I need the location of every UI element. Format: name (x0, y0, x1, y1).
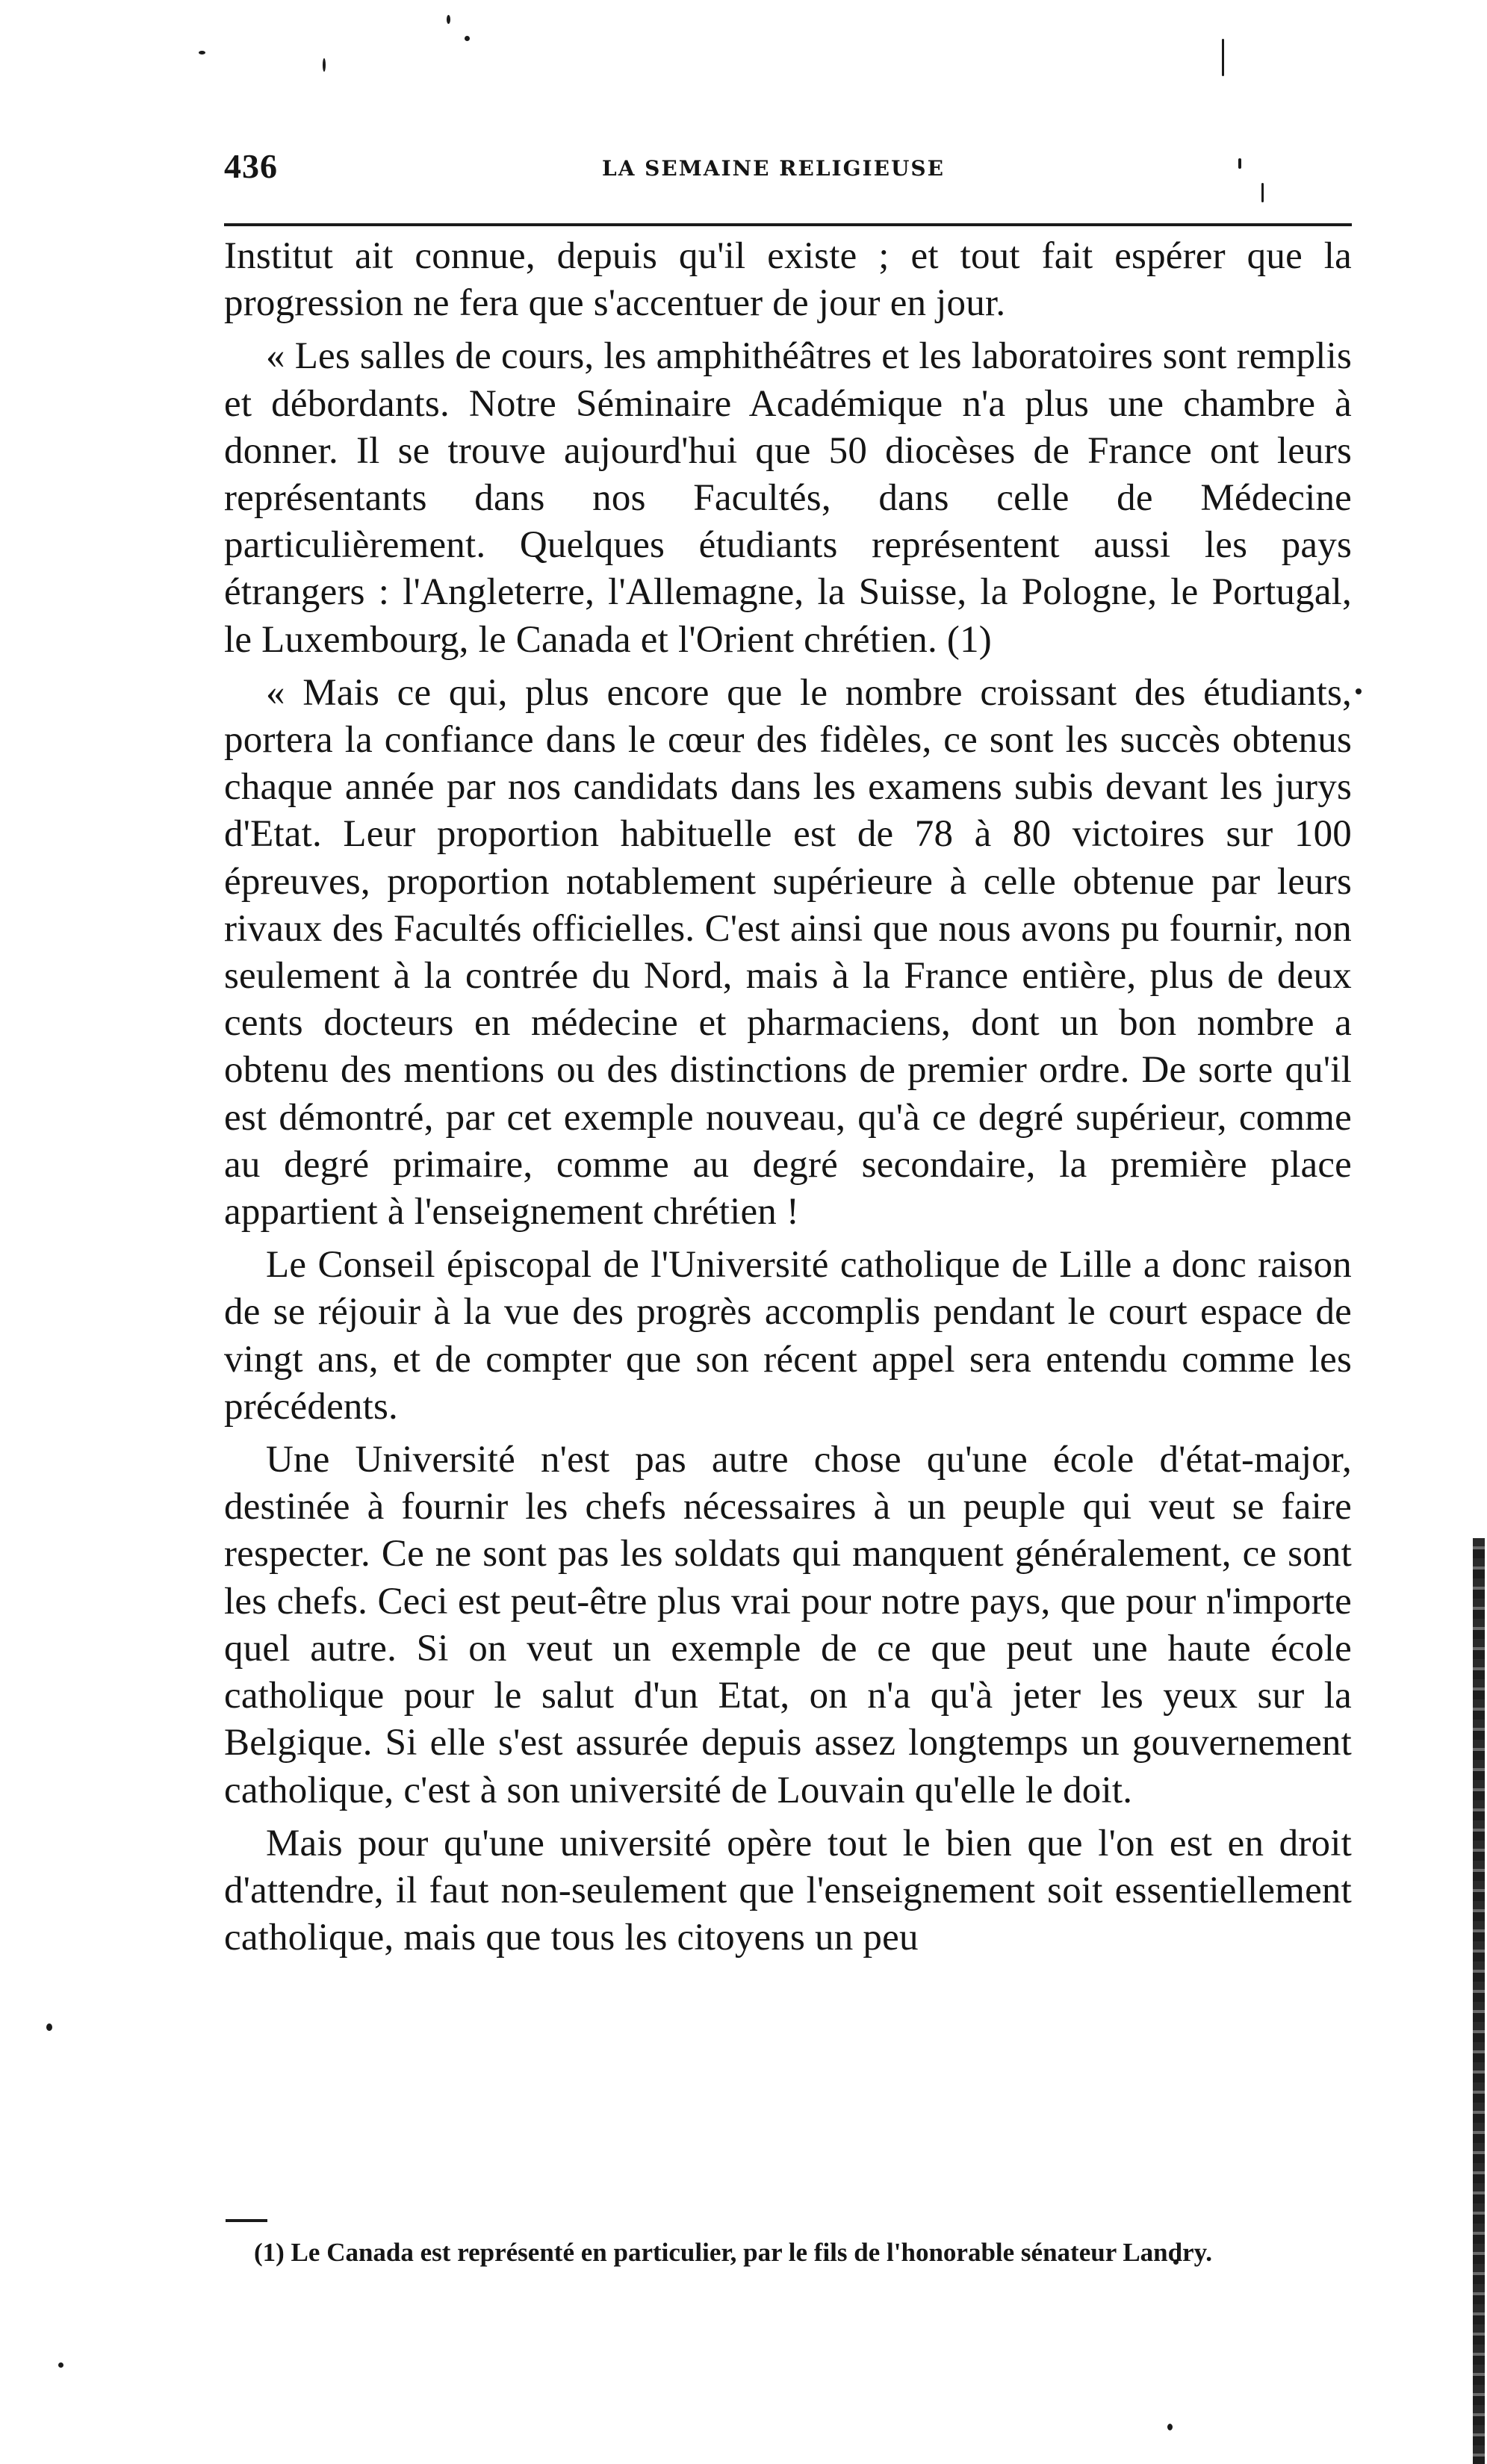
footnote-text: (1) Le Canada est représenté en particulier, par le fils de l'honorable sénateur Landry. (254, 2238, 1212, 2267)
running-header (224, 146, 1352, 199)
header-rule (224, 223, 1352, 226)
scan-speck (199, 51, 205, 55)
scan-speck (465, 36, 470, 41)
scan-speck (1167, 2424, 1173, 2430)
running-title: LA SEMAINE RELIGIEUSE (602, 156, 945, 181)
paragraph: Une Université n'est pas autre chose qu'une école d'état-major, destinée à fournir les chefs nécessaires à un peuple qui veut se faire respecter. Ce ne sont pas les soldats qui manquent généralement, ce sont les chefs. Ceci est peut-être plus vrai pour notre pays, que pour n'importe quel autre. Si on veut un exemple de ce que peut une haute école catholique pour le salut d'un Etat, on n'a qu'à jeter les yeux sur la Belgique. Si elle s'est assurée depuis assez longtemps un gouvernement catholique, c'est à son université de Louvain qu'elle le doit. (224, 1439, 1352, 1811)
scan-speck (447, 15, 450, 24)
body-text (224, 233, 1352, 1961)
scan-speck (1356, 688, 1362, 694)
footnote-rule (226, 2219, 267, 2222)
scan-speck (58, 2362, 63, 2368)
paragraph: Institut ait connue, depuis qu'il existe ; et tout fait espérer que la progression ne fera que s'accentuer de jour en jour. (224, 235, 1352, 325)
scan-speck (1222, 39, 1224, 76)
scan-speck (46, 2023, 52, 2031)
footnote (224, 2234, 1352, 2271)
paragraph: « Les salles de cours, les amphithéâtres et les laboratoires sont remplis et débordants. Notre Séminaire Académique n'a plus une chambre à donner. Il se trouve aujourd'hui que 50 diocèses de France ont leurs représentants dans nos Facultés, dans celle de Médecine particulièrement. Quelques étudiants représentent aussi les pays étrangers : l'Angleterre, l'Allemagne, la Suisse, la Pologne, le Portugal, le Luxembourg, le Canada et l'Orient chrétien. (1) (224, 335, 1352, 661)
paragraph: « Mais ce qui, plus encore que le nombre croissant des étudiants, portera la confiance dans le cœur des fidèles, ce sont les succès obtenus chaque année par nos candidats dans les examens subis devant les jurys d'Etat. Leur proportion habituelle est de 78 à 80 victoires sur 100 épreuves, proportion notablement supérieure à celle obtenue par leurs rivaux des Facultés officielles. C'est ainsi que nous avons pu fournir, non seulement à la contrée du Nord, mais à la France entière, plus de deux cents docteurs en médecine et pharmaciens, dont un bon nombre a obtenu des mentions ou des distinctions de premier ordre. De sorte qu'il est démontré, par cet exemple nouveau, qu'à ce degré supérieur, comme au degré primaire, comme au degré secondaire, la première place appartient à l'enseignement chrétien ! (224, 671, 1352, 1233)
page-edge-shadow (1473, 1538, 1485, 2464)
paragraph: Le Conseil épiscopal de l'Université catholique de Lille a donc raison de se réjouir à la vue des progrès accomplis pendant le court espace de vingt ans, et de compter que son récent appel sera entendu comme les précédents. (224, 1244, 1352, 1428)
scan-speck (323, 58, 326, 72)
page-number: 436 (224, 147, 278, 185)
paragraph: Mais pour qu'une université opère tout le bien que l'on est en droit d'attendre, il faut non-seulement que l'enseignement soit essentiellement catholique, mais que tous les citoyens un peu (224, 1822, 1352, 1959)
